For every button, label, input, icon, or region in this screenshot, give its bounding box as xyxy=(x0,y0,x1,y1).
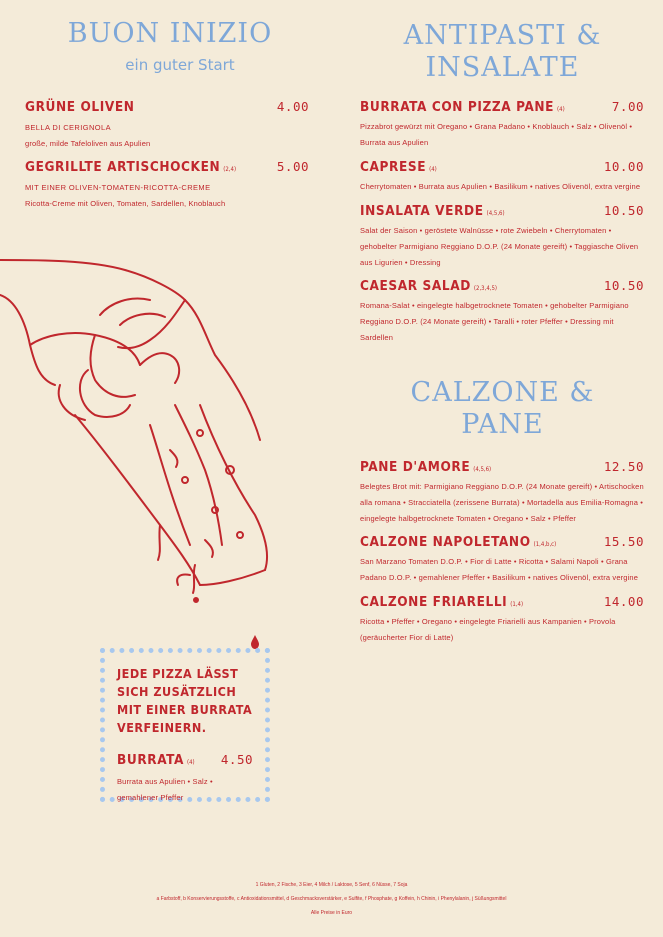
item-name: CAESAR SALAD xyxy=(360,278,471,294)
footer-additives: a Farbstoff, b Konservierungsstoffe, c Antioxidationsmittel, d Geschmacksverstärker, e Sulfite, f Phosphate, g Koffein, h Chinin, i Phenylalanin, j Süßungsmittel xyxy=(156,896,507,902)
item-price: 4.50 xyxy=(220,752,253,767)
item-price: 5.00 xyxy=(276,159,309,174)
calzone-title-line2: PANE xyxy=(461,409,544,440)
item-allergens: (1,4) xyxy=(510,601,524,608)
item-description: San Marzano Tomaten D.O.P. • Fior di Latte • Ricotta • Salami Napoli • Grana Padano D.O.P. • gemahlener Pfeffer • Basilikum • natives Olivenöl, extra vergine xyxy=(360,557,639,582)
buon-inizio-subtitle: ein guter Start xyxy=(125,56,235,74)
item-price: 10.50 xyxy=(603,203,644,218)
item-description: Pizzabrot gewürzt mit Oregano • Grana Padano • Knoblauch • Salz • Olivenöl • Burrata aus Apulien xyxy=(360,122,633,147)
menu-item xyxy=(360,203,644,271)
buon-inizio-title: BUON INIZIO xyxy=(67,18,273,49)
menu-item xyxy=(360,534,644,586)
item-name: INSALATA VERDE xyxy=(360,203,484,219)
menu-item xyxy=(360,459,644,527)
item-description: Romana-Salat • eingelegte halbgetrocknete Tomaten • gehobelter Parmigiano Reggiano D.O.P. (24 Monate gereift) • Taralli • roter Pfeffer • Dressing mit Sardellen xyxy=(360,301,629,342)
item-price: 14.00 xyxy=(603,594,644,609)
item-price: 10.50 xyxy=(603,278,644,293)
item-price: 15.50 xyxy=(603,534,644,549)
menu-item xyxy=(25,159,309,212)
item-allergens: (1,4,b,c) xyxy=(533,541,557,548)
item-price: 4.00 xyxy=(276,99,309,114)
menu-item xyxy=(360,99,644,151)
item-name: BURRATA CON PIZZA PANE xyxy=(360,99,555,115)
menu-item xyxy=(360,594,644,646)
item-allergens: (4,5,6) xyxy=(473,466,492,473)
menu-item xyxy=(25,99,309,152)
calzone-title xyxy=(370,377,635,441)
item-description: Salat der Saison • geröstete Walnüsse • rote Zwiebeln • Cherrytomaten • gehobelter Parmigiano Reggiano D.O.P. (24 Monate gereift) • Taggiasche Oliven aus Ligurien • Dressing xyxy=(360,226,639,267)
footer-prices-note: Alle Preise in Euro xyxy=(310,910,353,916)
menu-item xyxy=(360,159,644,195)
item-allergens: (4) xyxy=(429,166,437,173)
footer-allergens: 1 Gluten, 2 Fische, 3 Eier, 4 Milch / Laktose, 5 Senf, 6 Nüsse, 7 Soja xyxy=(255,882,408,888)
calzone-title-line1: CALZONE & xyxy=(410,377,595,408)
item-name: CALZONE FRIARELLI xyxy=(360,594,508,610)
item-allergens: (4,5,6) xyxy=(486,210,505,217)
item-allergens: (2,3,4,5) xyxy=(473,285,498,292)
burrata-upgrade-box xyxy=(100,648,270,802)
menu-item xyxy=(360,278,644,346)
hand-pizza-illustration xyxy=(0,255,300,655)
item-description: Belegtes Brot mit: Parmigiano Reggiano D.O.P. (24 Monate gereift) • Artischocken alla romana • Stracciatella (zerissene Burrata) • Mortadella aus Emilia-Romagna • eingelegte halbgetrocknete Tomaten • Oregano • Salz • Pfeffer xyxy=(360,482,644,523)
item-allergens: (4) xyxy=(187,759,195,766)
item-name: CALZONE NAPOLETANO xyxy=(360,534,531,550)
item-subtitle: BELLA DI CERIGNOLA xyxy=(25,123,111,132)
burrata-item-head xyxy=(117,752,253,768)
item-name: BURRATA xyxy=(117,752,185,768)
burrata-box-headline: JEDE PIZZA LÄSST SICH ZUSÄTZLICH MIT EINER BURRATA VERFEINERN. xyxy=(117,666,253,735)
item-price: 7.00 xyxy=(611,99,644,114)
item-name: CAPRESE xyxy=(360,159,427,175)
item-name: PANE D'AMORE xyxy=(360,459,471,475)
item-name: GRÜNE OLIVEN xyxy=(25,99,135,115)
antipasti-title xyxy=(370,20,635,84)
antipasti-title-line2: INSALATE xyxy=(425,52,580,83)
item-allergens: (4) xyxy=(557,106,565,113)
item-price: 10.00 xyxy=(603,159,644,174)
item-price: 12.50 xyxy=(603,459,644,474)
item-allergens: (2,4) xyxy=(223,166,237,173)
item-description: große, milde Tafeloliven aus Apulien xyxy=(25,139,151,148)
item-name: GEGRILLTE ARTISCHOCKEN xyxy=(25,159,221,175)
item-subtitle: MIT EINER OLIVEN-TOMATEN-RICOTTA-CREME xyxy=(25,183,211,192)
item-description: Cherrytomaten • Burrata aus Apulien • Basilikum • natives Olivenöl, extra vergine xyxy=(360,182,641,191)
item-description: Ricotta • Pfeffer • Oregano • eingelegte Friarielli aus Kampanien • Provola (geräucherter Fior di Latte) xyxy=(360,617,616,642)
item-description: Burrata aus Apulien • Salz • gemahlener Pfeffer xyxy=(117,777,213,802)
item-description: Ricotta-Creme mit Oliven, Tomaten, Sardellen, Knoblauch xyxy=(25,199,226,208)
antipasti-title-line1: ANTIPASTI & xyxy=(403,20,602,51)
